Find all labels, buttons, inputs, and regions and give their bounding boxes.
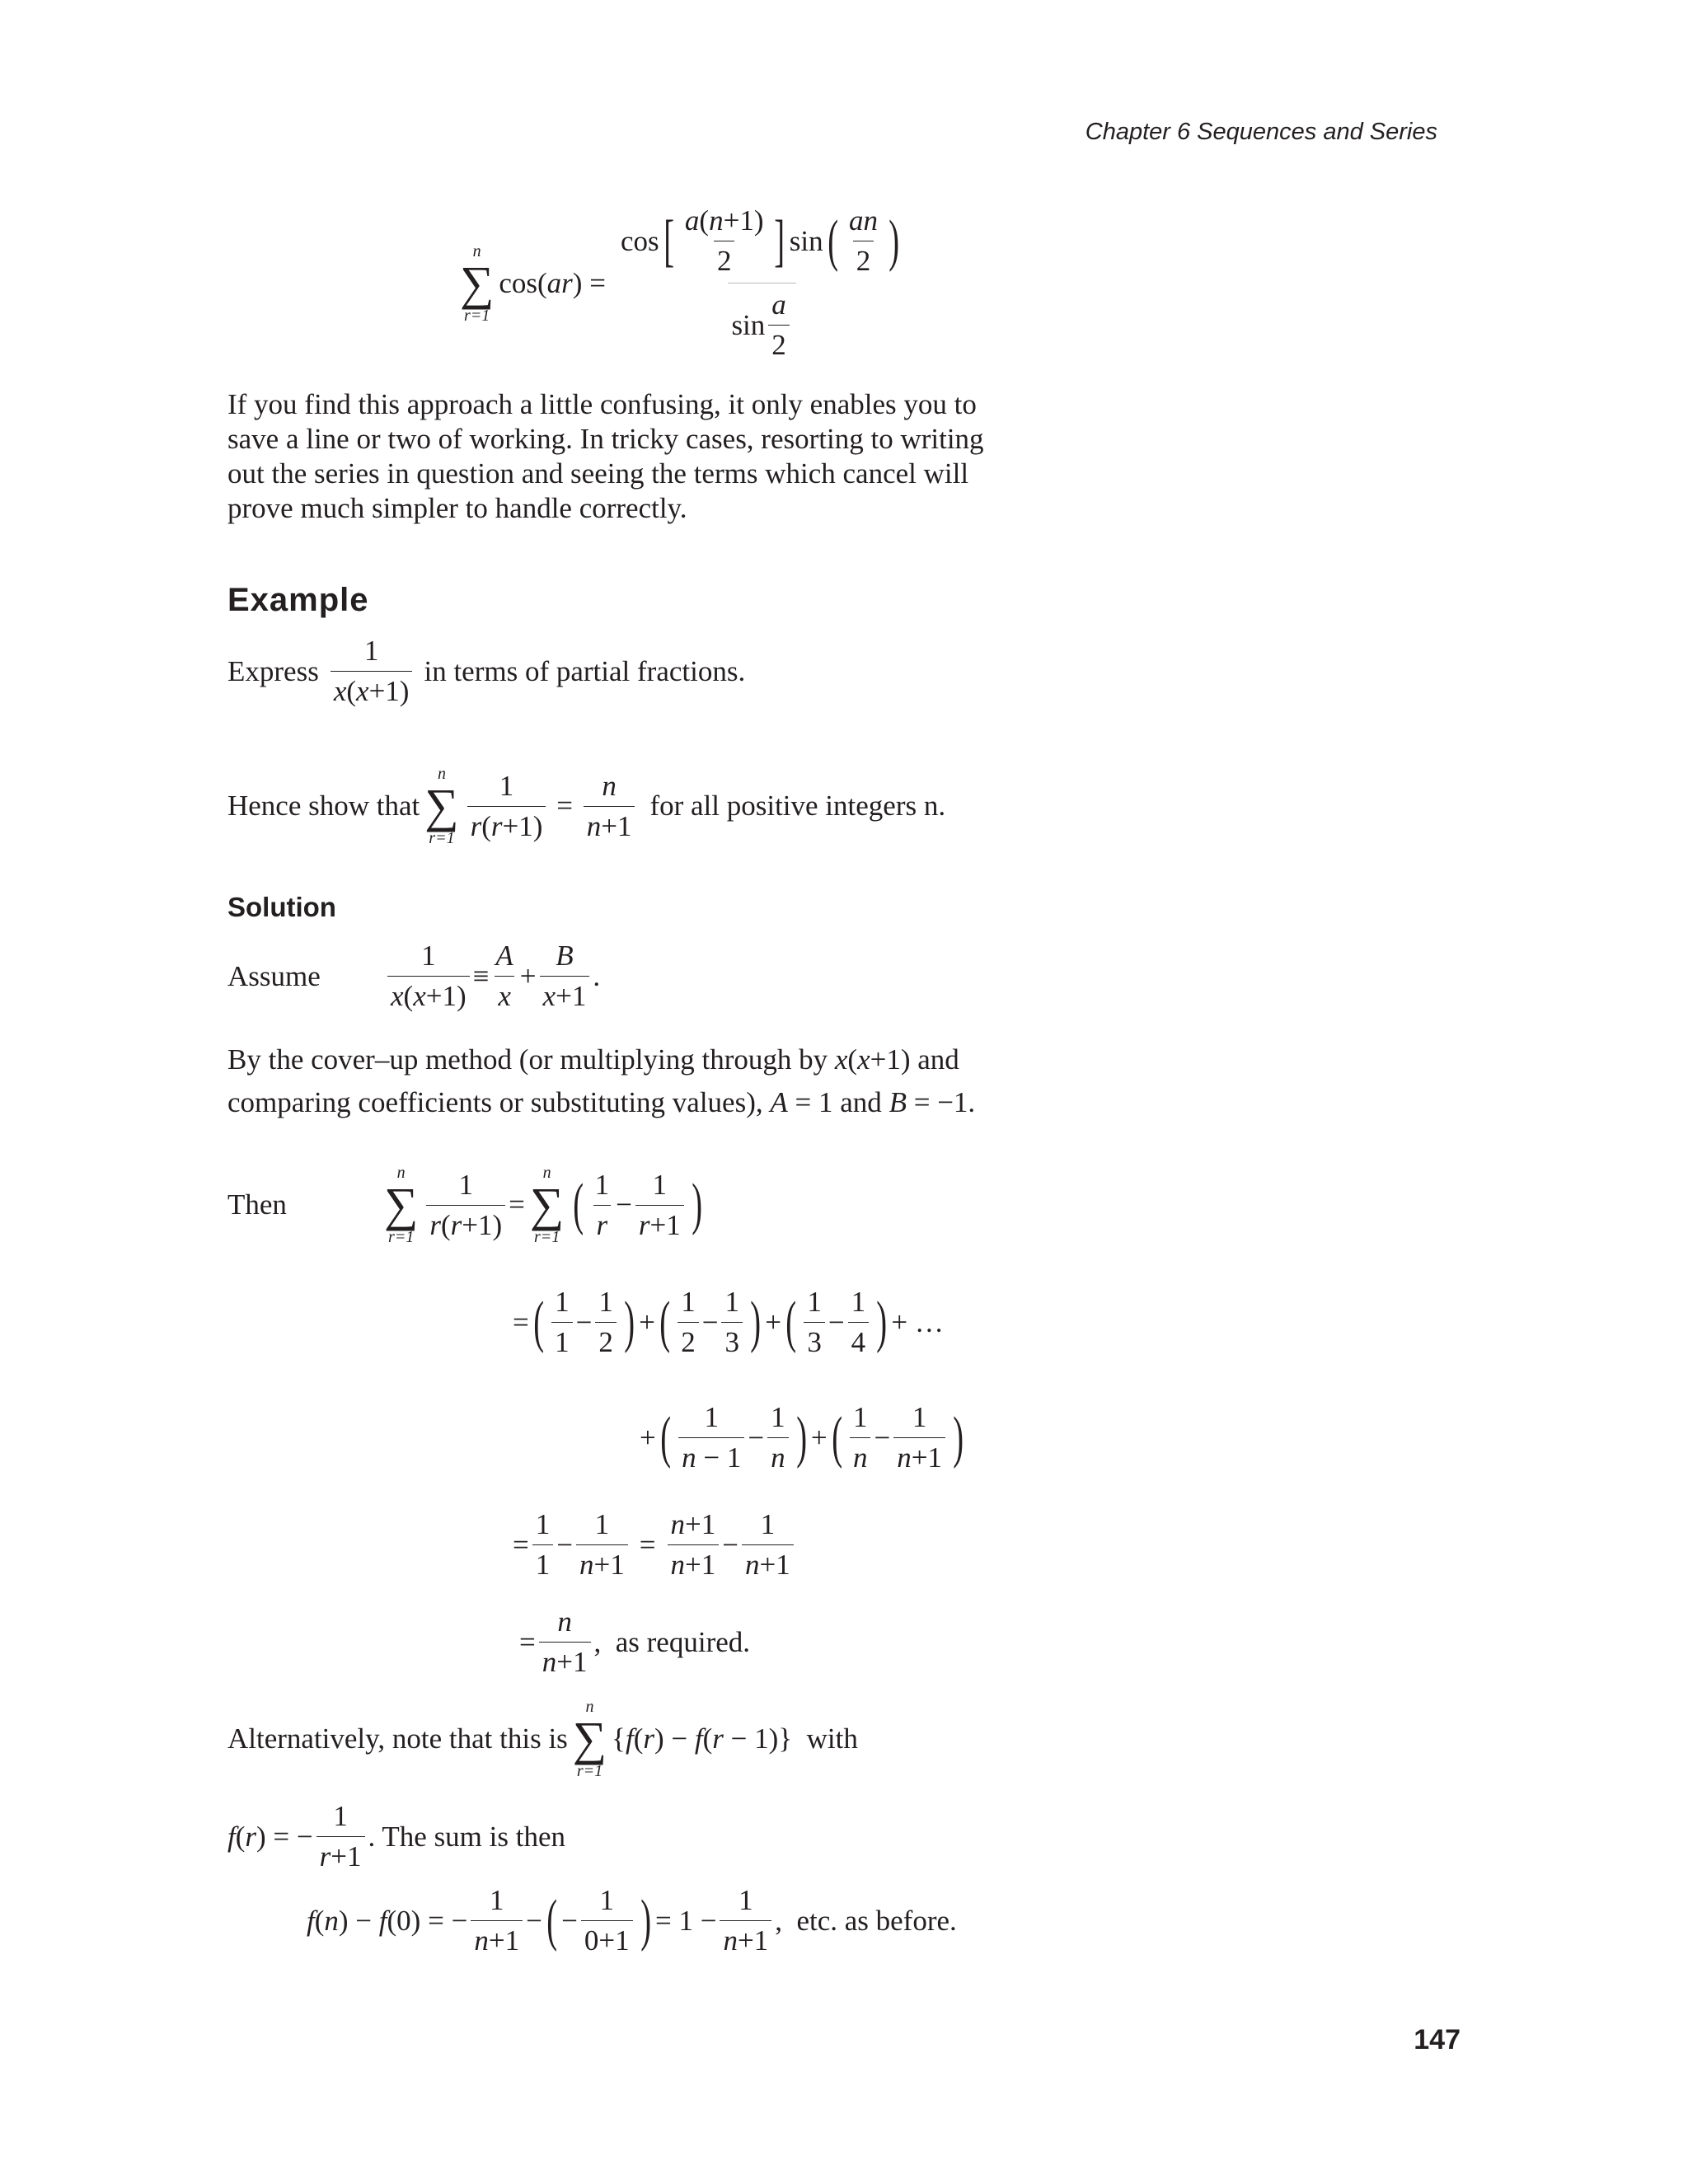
express-line: Express $\frac{1}{x(x+1)}$ in terms of partial fractions. — [227, 635, 746, 707]
then-line: Then n ∑ r=1 $\frac{1}{r(r+1)}$ = n ∑ r=1 ( $\frac{1}{r}$ − $\frac{1}{r+1}$ ) — [227, 1164, 702, 1246]
hence-line: Hence show that n ∑ r=1 $\frac{1}{r(r+1)}$ = $\frac{n}{n+1}$ for all positive integers n. — [227, 765, 946, 847]
alternatively-line: Alternatively, note that this is n ∑ r=1 {f(r) − f(r − 1)} with — [227, 1698, 858, 1780]
expansion-line-1: = ( $\frac{1}{1}$ − $\frac{1}{2}$ ) + ( $\frac{1}{2}$ − $\frac{1}{3}$ ) + ( $\frac{1}{3}$ − $\frac{1}{4}$ ) + … — [513, 1286, 944, 1358]
intro-paragraph: If you find this approach a little confusing, it only enables you to save a line or two of working. In tricky cases, resorting to writing out the series in question and seeing the terms which cancel will prove much simpler to handle correctly. — [227, 388, 984, 524]
page-number: 147 — [1414, 2024, 1461, 2055]
result-line: = $\frac{n}{n+1}$ , as required. — [519, 1605, 751, 1678]
cover-up-line: By the cover–up method (or multiplying through by x(x+1) and — [227, 1043, 959, 1076]
assume-line: Assume $\frac{1}{x(x+1)}$ ≡ $\frac{A}{x}$ + $\frac{B}{x+1}$ . — [227, 940, 601, 1012]
coefficients-line: comparing coefficients or substituting values), A = 1 and B = −1. — [227, 1086, 976, 1118]
chapter-header: Chapter 6 Sequences and Series — [1085, 119, 1437, 145]
cosine-sum-formula: n ∑ r=1 cos(ar) = cos [ $\frac{a(n+1)}{2}$ ] sin ( $\frac{an}{2}$ ) sin $\frac{a}{2}$ — [460, 204, 900, 361]
expansion-line-2: + ( $\frac{1}{n - 1}$ − $\frac{1}{n}$ ) + ( $\frac{1}{n}$ − $\frac{1}{n+1}$ ) — [640, 1401, 964, 1474]
example-heading: Example — [227, 582, 369, 618]
f-definition-line: f(r) = − $\frac{1}{r+1}$ . The sum is then — [227, 1800, 566, 1872]
simplification-line: = $\frac{1}{1}$ − $\frac{1}{n+1}$ = $\frac{n+1}{n+1}$ − $\frac{1}{n+1}$ — [513, 1508, 797, 1582]
final-sum-line: f(n) − f(0) = − $\frac{1}{n+1}$ − ( − $\frac{1}{0+1}$ ) = 1 − $\frac{1}{n+1}$ , etc. as before. — [307, 1884, 957, 1957]
solution-heading: Solution — [227, 892, 336, 922]
